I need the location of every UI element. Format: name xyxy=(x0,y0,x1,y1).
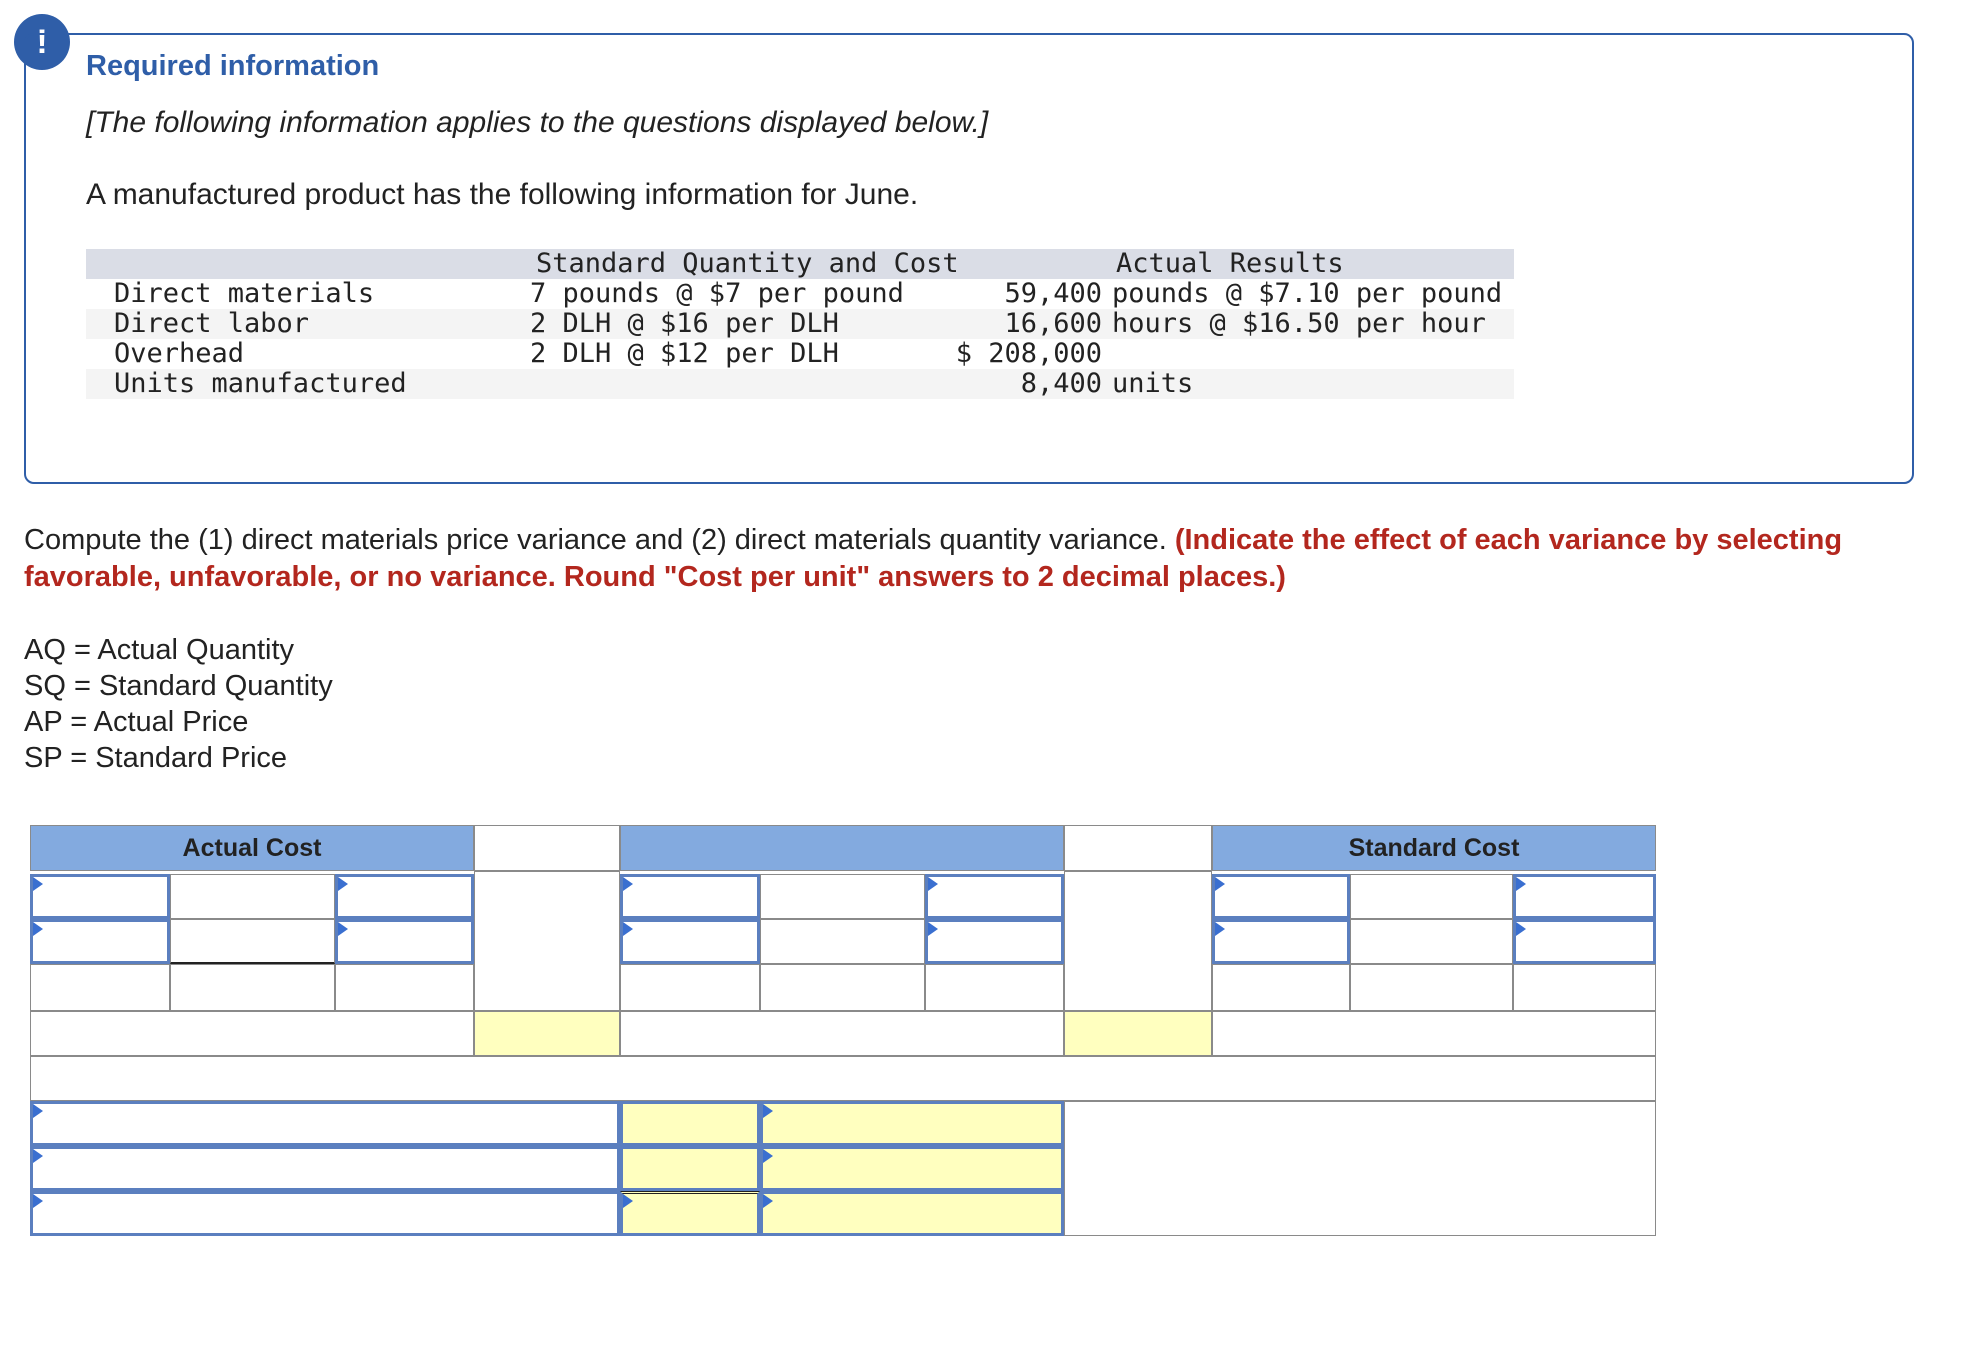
middle-header xyxy=(620,825,1064,871)
sc-operator-cell xyxy=(1350,919,1513,964)
row-actual-value: 8,400 xyxy=(1020,368,1102,399)
row-label: Overhead xyxy=(114,338,245,369)
dropdown-arrow-icon xyxy=(33,1149,43,1163)
mid-total-cell xyxy=(925,964,1064,1011)
question-text xyxy=(24,522,1884,596)
sc-price-input-1[interactable] xyxy=(1513,919,1656,964)
row-label: Units manufactured xyxy=(114,368,407,399)
quantity-variance-amount[interactable] xyxy=(1064,1011,1212,1056)
ac-total-cell xyxy=(170,964,335,1011)
row-actual-value: $ 208,000 xyxy=(955,338,1102,369)
row-standard: 2 DLH @ $16 per DLH xyxy=(530,308,839,339)
table-row xyxy=(86,339,1514,369)
mid-price-input-1[interactable] xyxy=(925,919,1064,964)
mid-operator-cell xyxy=(760,874,925,919)
table-row xyxy=(86,279,1514,309)
mid-total-cell xyxy=(620,964,760,1011)
info-data-table xyxy=(86,249,1514,399)
row-actual-unit: hours @ $16.50 per hour xyxy=(1112,308,1486,339)
mid-quantity-input-1[interactable] xyxy=(620,919,760,964)
definition-sq: SQ = Standard Quantity xyxy=(24,670,333,702)
dropdown-arrow-icon xyxy=(1215,922,1225,936)
ac-operator-cell xyxy=(170,919,335,964)
row-label: Direct materials xyxy=(114,278,375,309)
answer-effect-dropdown-2[interactable] xyxy=(760,1146,1064,1191)
answer-amount-3[interactable] xyxy=(620,1191,760,1236)
ac-total-cell xyxy=(335,964,474,1011)
answer-label-dropdown-2[interactable] xyxy=(30,1146,620,1191)
info-title: Required information xyxy=(86,50,380,82)
dropdown-arrow-icon xyxy=(623,877,633,891)
dropdown-arrow-icon xyxy=(338,922,348,936)
mid-total-cell xyxy=(760,964,925,1011)
blank-header-cell xyxy=(1064,825,1212,871)
separator-cell xyxy=(1064,871,1212,1011)
dropdown-arrow-icon xyxy=(763,1104,773,1118)
answer-amount-2[interactable] xyxy=(620,1146,760,1191)
sc-total-cell xyxy=(1212,964,1350,1011)
dropdown-arrow-icon xyxy=(763,1194,773,1208)
dropdown-arrow-icon xyxy=(338,877,348,891)
question-instructions: (Indicate the effect of each variance by selecting favorable, unfavorable, or no variance. Round "Cost per unit" answers to 2 decimal places.) xyxy=(24,524,1843,593)
definitions-list xyxy=(24,632,333,776)
dropdown-arrow-icon xyxy=(623,922,633,936)
mid-quantity-dropdown-1[interactable] xyxy=(620,874,760,919)
table-row xyxy=(86,369,1514,399)
answer-blank-area xyxy=(1064,1101,1656,1236)
actual-cost-header: Actual Cost xyxy=(30,825,474,871)
sc-operator-cell xyxy=(1350,874,1513,919)
row-actual-unit: pounds @ $7.10 per pound xyxy=(1112,278,1503,309)
spacer-row xyxy=(30,1056,1656,1101)
sc-quantity-dropdown-1[interactable] xyxy=(1212,874,1350,919)
row-actual-value: 16,600 xyxy=(1004,308,1102,339)
definition-aq: AQ = Actual Quantity xyxy=(24,634,295,666)
sc-price-dropdown-1[interactable] xyxy=(1513,874,1656,919)
standard-cost-header: Standard Cost xyxy=(1212,825,1656,871)
sc-total-cell xyxy=(1513,964,1656,1011)
info-intro: A manufactured product has the following information for June. xyxy=(86,178,919,211)
variance-row-right xyxy=(1212,1011,1656,1056)
row-standard: 7 pounds @ $7 per pound xyxy=(530,278,904,309)
answer-amount-1[interactable] xyxy=(620,1101,760,1146)
sc-quantity-input-1[interactable] xyxy=(1212,919,1350,964)
price-variance-amount[interactable] xyxy=(474,1011,620,1056)
dropdown-arrow-icon xyxy=(623,1194,633,1208)
row-actual-unit: units xyxy=(1112,368,1194,399)
answer-effect-dropdown-3[interactable] xyxy=(760,1191,1064,1236)
answer-effect-dropdown-1[interactable] xyxy=(760,1101,1064,1146)
table-header-row xyxy=(86,249,1514,279)
dropdown-arrow-icon xyxy=(1516,922,1526,936)
header-actual: Actual Results xyxy=(1116,248,1344,279)
blank-header-cell xyxy=(474,825,620,871)
row-standard: 2 DLH @ $12 per DLH xyxy=(530,338,839,369)
answer-label-dropdown-1[interactable] xyxy=(30,1101,620,1146)
mid-operator-cell xyxy=(760,919,925,964)
dropdown-arrow-icon xyxy=(928,877,938,891)
answer-label-dropdown-3[interactable] xyxy=(30,1191,620,1236)
definition-sp: SP = Standard Price xyxy=(24,742,288,774)
dropdown-arrow-icon xyxy=(763,1149,773,1163)
ac-quantity-input-1[interactable] xyxy=(30,919,170,964)
variance-row-middle xyxy=(620,1011,1064,1056)
alert-icon: ! xyxy=(14,14,70,70)
dropdown-arrow-icon xyxy=(1516,877,1526,891)
info-note: [The following information applies to the questions displayed below.] xyxy=(86,106,989,139)
dropdown-arrow-icon xyxy=(1215,877,1225,891)
ac-total-cell xyxy=(30,964,170,1011)
mid-price-dropdown-1[interactable] xyxy=(925,874,1064,919)
table-row xyxy=(86,309,1514,339)
dropdown-arrow-icon xyxy=(33,1104,43,1118)
separator-cell xyxy=(474,871,620,1011)
row-label: Direct labor xyxy=(114,308,310,339)
ac-price-dropdown-1[interactable] xyxy=(335,874,474,919)
ac-quantity-dropdown-1[interactable] xyxy=(30,874,170,919)
ac-price-input-1[interactable] xyxy=(335,919,474,964)
dropdown-arrow-icon xyxy=(33,1194,43,1208)
sc-total-cell xyxy=(1350,964,1513,1011)
header-standard: Standard Quantity and Cost xyxy=(536,248,959,279)
dropdown-arrow-icon xyxy=(33,922,43,936)
definition-ap: AP = Actual Price xyxy=(24,706,249,738)
dropdown-arrow-icon xyxy=(928,922,938,936)
row-actual-value: 59,400 xyxy=(1004,278,1102,309)
ac-operator-cell xyxy=(170,874,335,919)
dropdown-arrow-icon xyxy=(33,877,43,891)
variance-row-left xyxy=(30,1011,474,1056)
question-main: Compute the (1) direct materials price variance and (2) direct materials quantity variance. xyxy=(24,524,1167,556)
